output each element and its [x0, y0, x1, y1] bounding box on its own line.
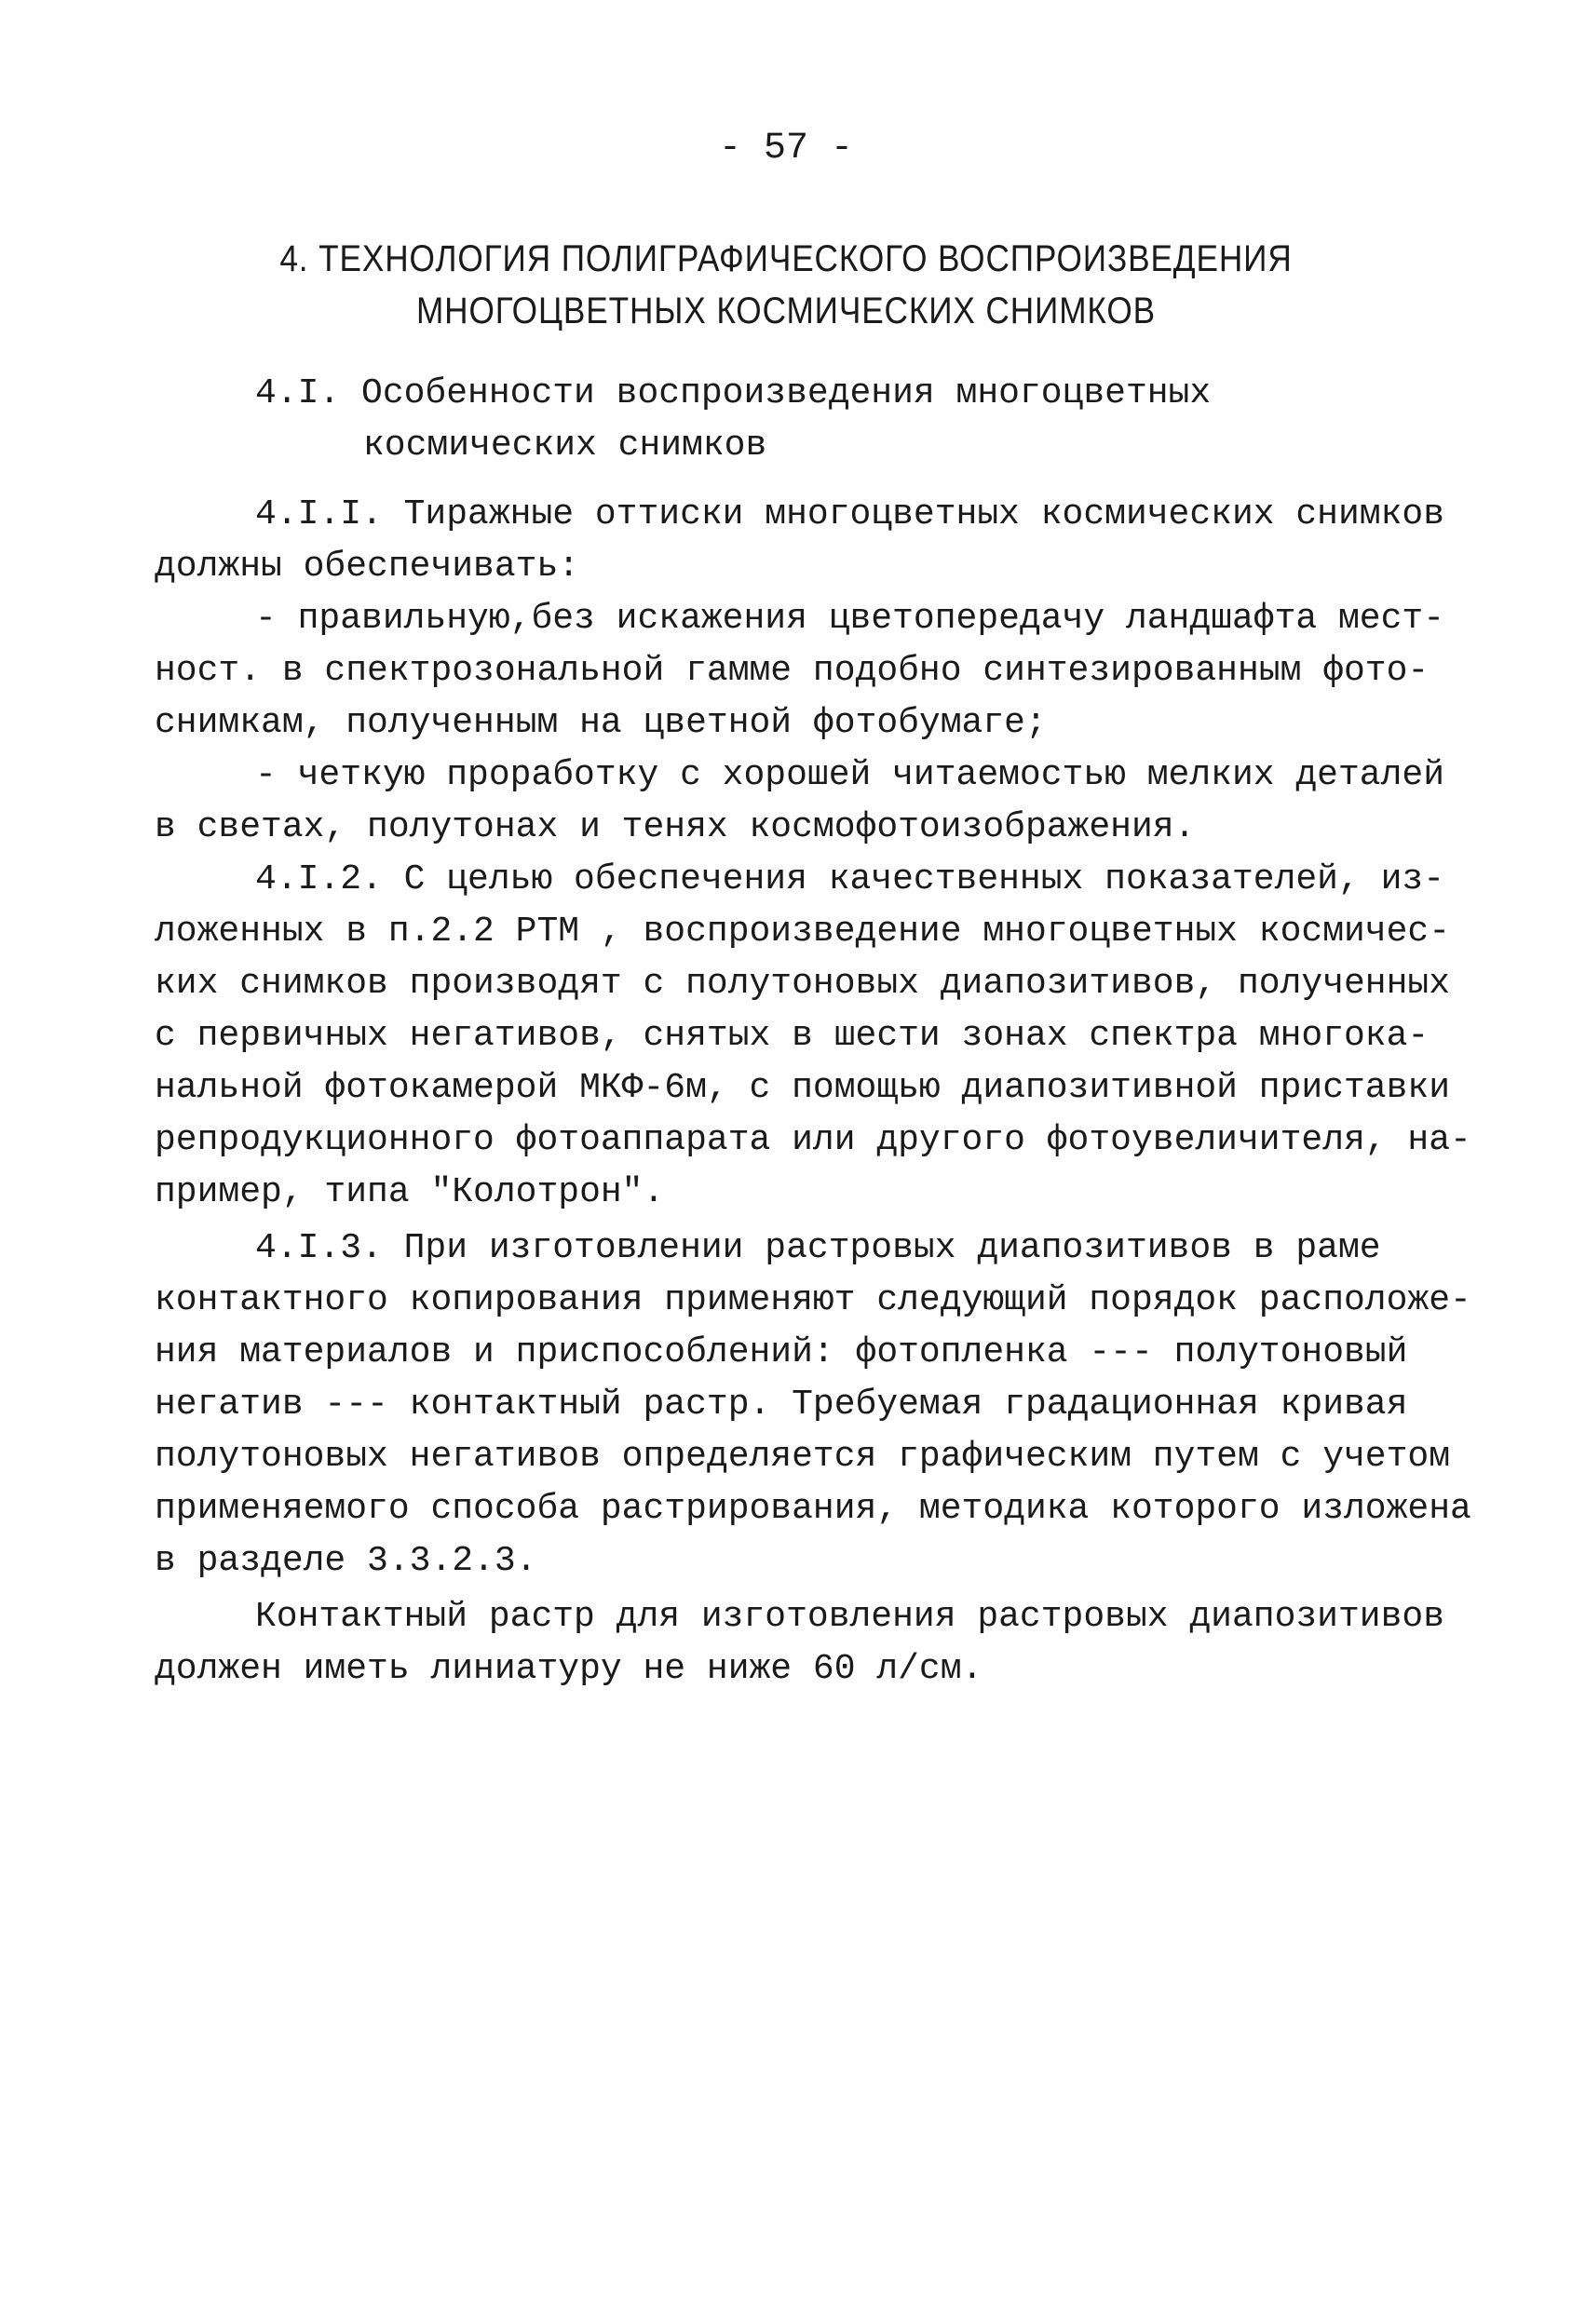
body-line: Контактный растр для изготовления растровых диапозитивов — [255, 1597, 1445, 1637]
body-line: ких снимков производят с полутоновых диапозитивов, полученных — [155, 964, 1451, 1004]
body-line: пример, типа "Колотрон". — [155, 1172, 665, 1212]
body-line: в светах, полутонах и тенях космофотоизображения. — [155, 807, 1196, 847]
body-line: в разделе 3.3.2.3. — [155, 1541, 537, 1581]
body-line: снимкам, полученным на цветной фотобумаге; — [155, 703, 1047, 743]
body-line: негатив --- контактный растр. Требуемая градационная кривая — [155, 1385, 1408, 1425]
body-line: 4.I.3. При изготовлении растровых диапозитивов в раме — [255, 1228, 1381, 1268]
body-line: 4.I.I. Тиражные оттиски многоцветных космических снимков — [255, 494, 1445, 534]
body-line: контактного копирования применяют следующий порядок расположе- — [155, 1280, 1471, 1320]
body-line: 4.I.2. С целью обеспечения качественных показателей, из- — [255, 859, 1445, 899]
section-heading-line-2: космических снимков — [363, 426, 767, 466]
body-line: должен иметь линиатуру не ниже 60 л/см. — [155, 1649, 983, 1689]
body-line: репродукционного фотоаппарата или другого фотоувеличителя, на- — [155, 1120, 1471, 1160]
body-line: - четкую проработку с хорошей читаемостью мелких деталей — [255, 755, 1445, 795]
page-number: - 57 - — [718, 128, 854, 169]
body-line: ност. в спектрозональной гамме подобно синтезированным фото- — [155, 651, 1430, 691]
body-line: должны обеспечивать: — [155, 547, 580, 587]
chapter-heading-line-2: МНОГОЦВЕТНЫХ КОСМИЧЕСКИХ СНИМКОВ — [415, 290, 1157, 331]
body-line: с первичных негативов, снятых в шести зонах спектра многока- — [155, 1016, 1430, 1056]
body-line: ложенных в п.2.2 РТМ , воспроизведение многоцветных космичес- — [155, 912, 1451, 952]
body-line: применяемого способа растрирования, методика которого изложена — [155, 1489, 1471, 1529]
chapter-heading-line-1: 4. ТЕХНОЛОГИЯ ПОЛИГРАФИЧЕСКОГО ВОСПРОИЗВЕДЕНИЯ — [279, 238, 1293, 279]
section-heading-line-1: 4.I. Особенности воспроизведения многоцветных — [255, 373, 1212, 413]
body-line: полутоновых негативов определяется графическим путем с учетом — [155, 1437, 1451, 1477]
body-line: нальной фотокамерой МКФ-6м, с помощью диапозитивной приставки — [155, 1068, 1451, 1108]
body-line: ния материалов и приспособлений: фотопленка --- полутоновый — [155, 1332, 1408, 1372]
body-line: - правильную,без искажения цветопередачу ландшафта мест- — [255, 599, 1445, 639]
